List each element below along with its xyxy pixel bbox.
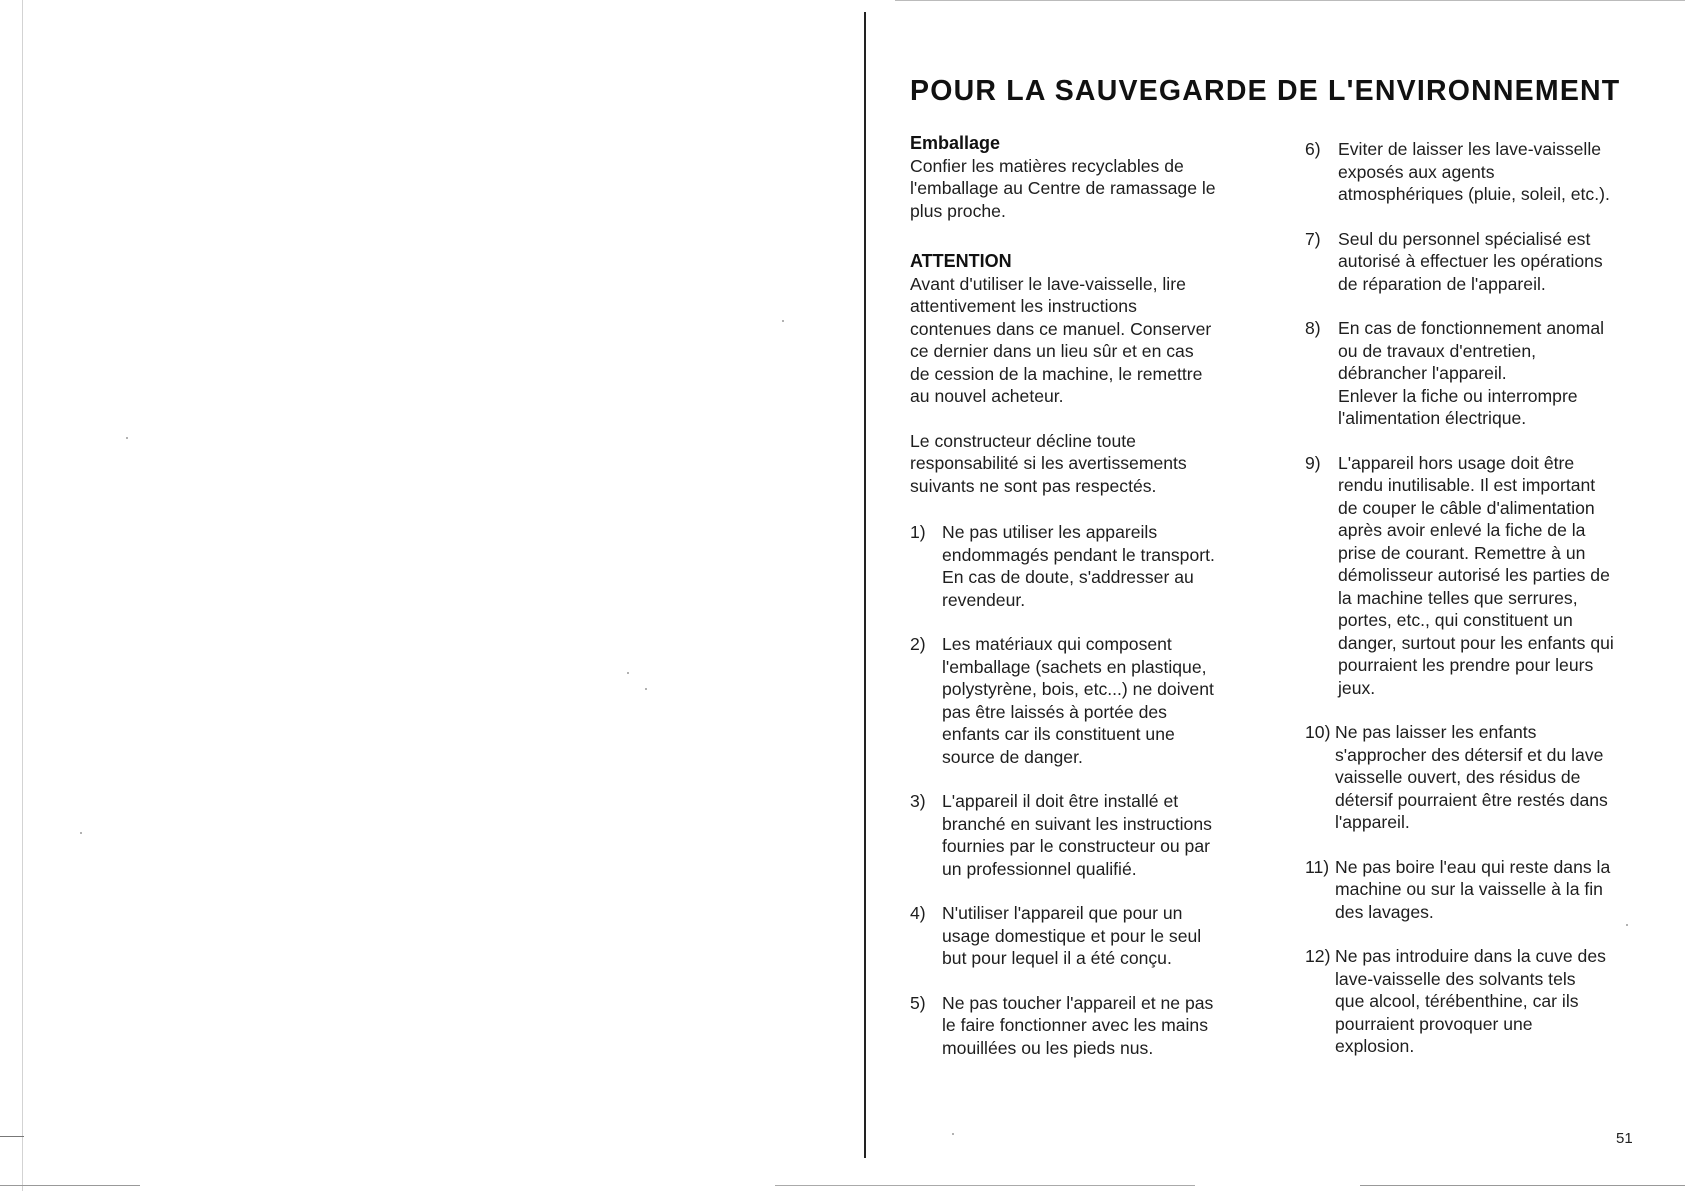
- scan-speck: [627, 672, 629, 674]
- page-title: POUR LA SAUVEGARDE DE L'ENVIRONNEMENT: [910, 75, 1621, 108]
- list-item: [1305, 452, 1650, 700]
- list-item-text: Seul du personnel spécialisé est autorisé à effectuer les opérations de réparation de l'appareil.: [1338, 228, 1603, 294]
- disclaimer-section: [910, 430, 1250, 498]
- left-column: [910, 132, 1250, 1081]
- list-item: [910, 521, 1250, 611]
- scan-speck: [782, 320, 784, 322]
- list-item-text: Ne pas introduire dans la cuve des lave-vaisselle des solvants tels que alcool, térébenthine, car ils pourraient provoquer une explosion.: [1335, 946, 1606, 1056]
- list-item-text: Eviter de laisser les lave-vaisselle exposés aux agents atmosphériques (pluie, soleil, etc.).: [1338, 139, 1610, 204]
- list-item-number: 6): [1305, 139, 1321, 159]
- list-item: [910, 902, 1250, 970]
- attention-text: Avant d'utiliser le lave-vaisselle, lire attentivement les instructions contenues dans ce manuel. Conserver ce dernier dans un lieu sûr et en cas de cession de la machine, le remettre au nouvel acheteur.: [910, 273, 1212, 406]
- list-item: [1305, 317, 1650, 430]
- top-edge-line: [895, 0, 1685, 1]
- bottom-edge-line: [775, 1185, 1195, 1186]
- list-item-number: 11): [1305, 856, 1330, 877]
- disclaimer-text: Le constructeur décline toute responsabilité si les avertissements suivants ne sont pas respectés.: [910, 430, 1187, 496]
- list-item-number: 4): [910, 903, 926, 923]
- list-item-number: 8): [1305, 318, 1321, 338]
- scan-speck: [126, 437, 128, 439]
- left-page-edge: [22, 0, 23, 1191]
- list-item-text: N'utiliser l'appareil que pour un usage domestique et pour le seul but pour lequel il a été conçu.: [942, 903, 1202, 968]
- list-item-text: Ne pas boire l'eau qui reste dans la machine ou sur la vaisselle à la fin des lavages.: [1335, 856, 1611, 922]
- bottom-edge-line: [1360, 1185, 1685, 1186]
- list-item-number: 3): [910, 791, 926, 811]
- scan-speck: [80, 832, 82, 834]
- list-item-number: 2): [910, 634, 926, 654]
- scan-speck: [645, 688, 647, 690]
- list-item-number: 1): [910, 522, 926, 542]
- list-item-text: Ne pas laisser les enfants s'approcher des détersif et du lave vaisselle ouvert, des résidus de détersif pourraient être restés dans l'appareil.: [1335, 722, 1608, 832]
- attention-section: [910, 250, 1250, 408]
- list-item-number: 7): [1305, 228, 1321, 249]
- list-item: [1305, 138, 1650, 206]
- list-item: [910, 992, 1250, 1060]
- packaging-text: Confier les matières recyclables de l'emballage au Centre de ramassage le plus proche.: [910, 155, 1216, 221]
- list-item-number: 10): [1305, 722, 1331, 742]
- list-item-text: L'appareil il doit être installé et branché en suivant les instructions fournies par le constructeur ou par un professionnel qualifié.: [942, 791, 1212, 879]
- left-edge-tick: [0, 1136, 24, 1137]
- list-item-text: Ne pas utiliser les appareils endommagés pendant le transport. En cas de doute, s'addresser au revendeur.: [942, 522, 1215, 610]
- page-number: 51: [1616, 1130, 1633, 1147]
- list-item: [1305, 721, 1650, 834]
- list-item: [910, 633, 1250, 768]
- list-item: [1305, 228, 1650, 296]
- list-item-text: L'appareil hors usage doit être rendu inutilisable. Il est important de couper le câble d'alimentation après avoir enlevé la fiche de la prise de courant. Remettre à un démolisseur autorisé les parties de la machine telles que serrures, portes, etc., qui constituent un danger, surtout pour les enfants qui pourraient les prendre pour leurs jeux.: [1338, 452, 1614, 698]
- list-item-number: 9): [1305, 452, 1321, 473]
- list-item: [1305, 945, 1650, 1058]
- scan-speck: [952, 1133, 954, 1135]
- list-item-number: 5): [910, 992, 926, 1013]
- list-item-text: Ne pas toucher l'appareil et ne pas le faire fonctionner avec les mains mouillées ou les pieds nus.: [942, 992, 1214, 1058]
- right-column: [1305, 138, 1650, 1080]
- packaging-heading: Emballage: [910, 133, 1001, 153]
- packaging-section: [910, 132, 1250, 222]
- list-item: [910, 790, 1250, 880]
- list-item: [1305, 856, 1650, 924]
- list-item-text: Les matériaux qui composent l'emballage (sachets en plastique, polystyrène, bois, etc...) ne doivent pas être laissés à portée des enfants car ils constituent une source de danger.: [942, 634, 1214, 767]
- attention-heading: ATTENTION: [910, 251, 1012, 271]
- page-binding-divider: [864, 12, 866, 1158]
- bottom-edge-line: [0, 1185, 140, 1186]
- list-item-text: En cas de fonctionnement anomal ou de travaux d'entretien, débrancher l'appareil. Enlever la fiche ou interrompre l'alimentation électrique.: [1338, 318, 1605, 428]
- list-item-number: 12): [1305, 946, 1331, 966]
